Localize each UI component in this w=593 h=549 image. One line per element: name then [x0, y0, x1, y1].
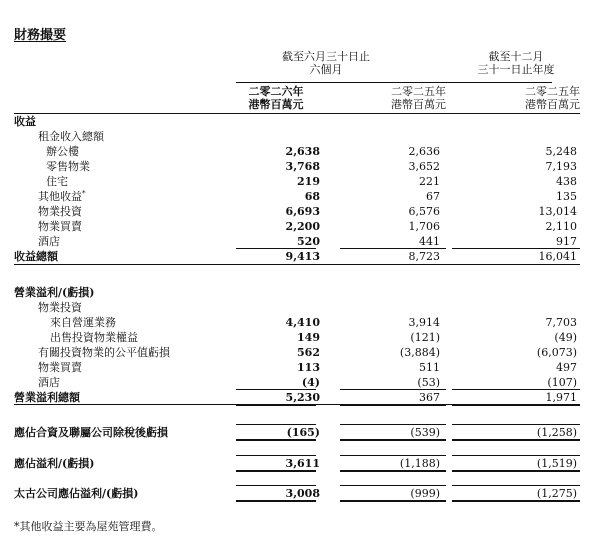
value-col3: 7,193	[545, 160, 577, 173]
header-col1-year: 二零二六年	[248, 85, 304, 98]
value-col3: 135	[556, 190, 577, 203]
table-row	[0, 175, 593, 188]
table-row	[0, 250, 593, 263]
value-col3: 13,014	[538, 205, 577, 218]
table-row	[0, 316, 593, 329]
value-col3: (6,073)	[536, 346, 577, 359]
value-col1: 6,693	[285, 205, 320, 218]
table-row	[0, 391, 593, 404]
value-col1: 3,768	[285, 160, 320, 173]
table-row	[0, 346, 593, 359]
value-col1: (165)	[286, 426, 320, 439]
value-col1: 9,413	[285, 250, 320, 263]
value-rule	[236, 455, 316, 456]
value-col2: (539)	[410, 426, 440, 439]
footnote-marker: *	[82, 189, 86, 198]
value-col1: 562	[297, 346, 320, 359]
value-col2: (3,884)	[399, 346, 440, 359]
header-period-group	[236, 50, 416, 76]
value-col1: 520	[297, 235, 320, 248]
table-row	[0, 331, 593, 344]
value-rule	[452, 405, 580, 406]
table-row	[0, 457, 593, 470]
value-col3: 497	[556, 361, 577, 374]
row-label: 酒店	[38, 376, 60, 389]
value-col2: 3,652	[408, 160, 440, 173]
header-col3	[452, 86, 580, 111]
value-rule	[340, 471, 446, 472]
value-col2: 6,576	[408, 205, 440, 218]
row-label: 物業投資	[38, 301, 82, 314]
rule-under-period-group	[236, 82, 552, 83]
row-label: 零售物業	[46, 160, 90, 173]
value-col3: (1,519)	[536, 457, 577, 470]
table-row	[0, 426, 593, 439]
value-rule	[340, 455, 446, 456]
value-col1: 4,410	[285, 316, 320, 329]
value-col3: (107)	[547, 376, 577, 389]
page-title: 財務撮要	[14, 28, 67, 43]
row-label: 租金收入總額	[38, 130, 104, 143]
value-rule	[236, 440, 316, 441]
header-col2-unit: 港幣百萬元	[391, 97, 446, 111]
row-label: 辦公樓	[46, 145, 79, 158]
value-rule	[340, 485, 446, 486]
value-col3: 917	[556, 235, 577, 248]
row-label: 來自營運業務	[50, 316, 116, 329]
header-col1	[236, 86, 316, 111]
value-col3: 7,703	[545, 316, 577, 329]
value-col3: 2,110	[545, 220, 577, 233]
value-col1: 2,638	[285, 145, 320, 158]
row-label: 營業溢利/(虧損)	[14, 286, 95, 299]
value-col1: 2,200	[285, 220, 320, 233]
value-col3: 438	[556, 175, 577, 188]
value-col3: (49)	[554, 331, 577, 344]
value-col1: 3,611	[285, 457, 320, 470]
value-col2: (53)	[417, 376, 440, 389]
row-label-wrap	[38, 190, 86, 203]
header-year-line1: 截至十二月	[488, 50, 544, 63]
row-label: 住宅	[46, 175, 68, 188]
table-row	[0, 145, 593, 158]
table-row	[0, 487, 593, 500]
section-rule	[14, 404, 580, 405]
table-row	[0, 115, 593, 128]
table-row	[0, 286, 593, 299]
value-rule	[452, 485, 580, 486]
row-label: 收益	[14, 115, 36, 128]
value-col2: 367	[419, 391, 440, 404]
value-rule	[452, 501, 580, 502]
value-rule	[236, 248, 316, 249]
value-col1: 113	[297, 361, 320, 374]
value-col1: 219	[297, 175, 320, 188]
table-row	[0, 301, 593, 314]
header-col2	[336, 86, 446, 111]
value-rule	[236, 471, 316, 472]
value-col2: (1,188)	[399, 457, 440, 470]
header-period-line1: 截至六月三十日止	[282, 50, 370, 63]
table-row	[0, 235, 593, 248]
value-col3: (1,258)	[536, 426, 577, 439]
header-col3-year: 二零二五年	[525, 85, 580, 98]
header-year-group	[452, 50, 580, 76]
header-col2-year: 二零二五年	[391, 85, 446, 98]
footnote: *其他收益主要為屋苑管理費。	[14, 520, 163, 533]
table-row	[0, 376, 593, 389]
row-label: 應佔合資及聯屬公司除稅後虧損	[14, 426, 168, 439]
row-label: 物業買賣	[38, 220, 82, 233]
value-rule	[236, 424, 316, 425]
value-rule	[340, 501, 446, 502]
row-label: 收益總額	[14, 250, 58, 263]
row-label: 營業溢利總額	[14, 391, 80, 404]
header-col1-unit: 港幣百萬元	[248, 97, 304, 111]
row-label: 出售投資物業權益	[50, 331, 138, 344]
row-label: 物業買賣	[38, 361, 82, 374]
value-rule	[236, 389, 316, 390]
value-col2: 511	[419, 361, 440, 374]
table-row	[0, 160, 593, 173]
value-col2: 8,723	[408, 250, 440, 263]
row-label: 太古公司應佔溢利/(虧損)	[14, 487, 139, 500]
value-col2: 2,636	[408, 145, 440, 158]
value-col2: (999)	[410, 487, 440, 500]
value-col1: 5,230	[285, 391, 320, 404]
value-rule	[340, 389, 446, 390]
value-col2: 3,914	[408, 316, 440, 329]
value-col1: 149	[297, 331, 320, 344]
value-rule	[452, 455, 580, 456]
value-rule	[236, 405, 316, 406]
value-col2: 1,706	[408, 220, 440, 233]
header-col3-unit: 港幣百萬元	[525, 97, 580, 111]
value-col2: 67	[426, 190, 440, 203]
section-rule	[14, 264, 580, 265]
value-col3: 16,041	[538, 250, 577, 263]
value-rule	[236, 485, 316, 486]
value-col2: 441	[419, 235, 440, 248]
value-rule	[236, 501, 316, 502]
value-rule	[340, 440, 446, 441]
header-year-line2: 三十一日止年度	[477, 63, 555, 76]
value-rule	[452, 389, 580, 390]
value-col3: (1,275)	[536, 487, 577, 500]
value-rule	[452, 424, 580, 425]
table-row	[0, 361, 593, 374]
value-col2: (121)	[410, 331, 440, 344]
row-label: 應佔溢利/(虧損)	[14, 457, 95, 470]
table-row	[0, 205, 593, 218]
table-row	[0, 190, 593, 203]
table-row	[0, 130, 593, 143]
value-rule	[452, 248, 580, 249]
value-rule	[452, 471, 580, 472]
row-label: 物業投資	[38, 205, 82, 218]
row-label: 酒店	[38, 235, 60, 248]
value-col3: 5,248	[545, 145, 577, 158]
value-col1: 3,008	[285, 487, 320, 500]
value-col3: 1,971	[545, 391, 577, 404]
value-rule	[340, 248, 446, 249]
rule-header-bottom	[14, 113, 580, 114]
table-row	[0, 220, 593, 233]
header-period-line2: 六個月	[309, 63, 343, 76]
value-rule	[452, 440, 580, 441]
value-col2: 221	[419, 175, 440, 188]
row-label: 其他收益	[38, 190, 82, 203]
value-col1: 68	[304, 190, 320, 203]
value-rule	[340, 424, 446, 425]
value-rule	[340, 405, 446, 406]
value-col1: (4)	[301, 376, 320, 389]
row-label: 有關投資物業的公平值虧損	[38, 346, 170, 359]
